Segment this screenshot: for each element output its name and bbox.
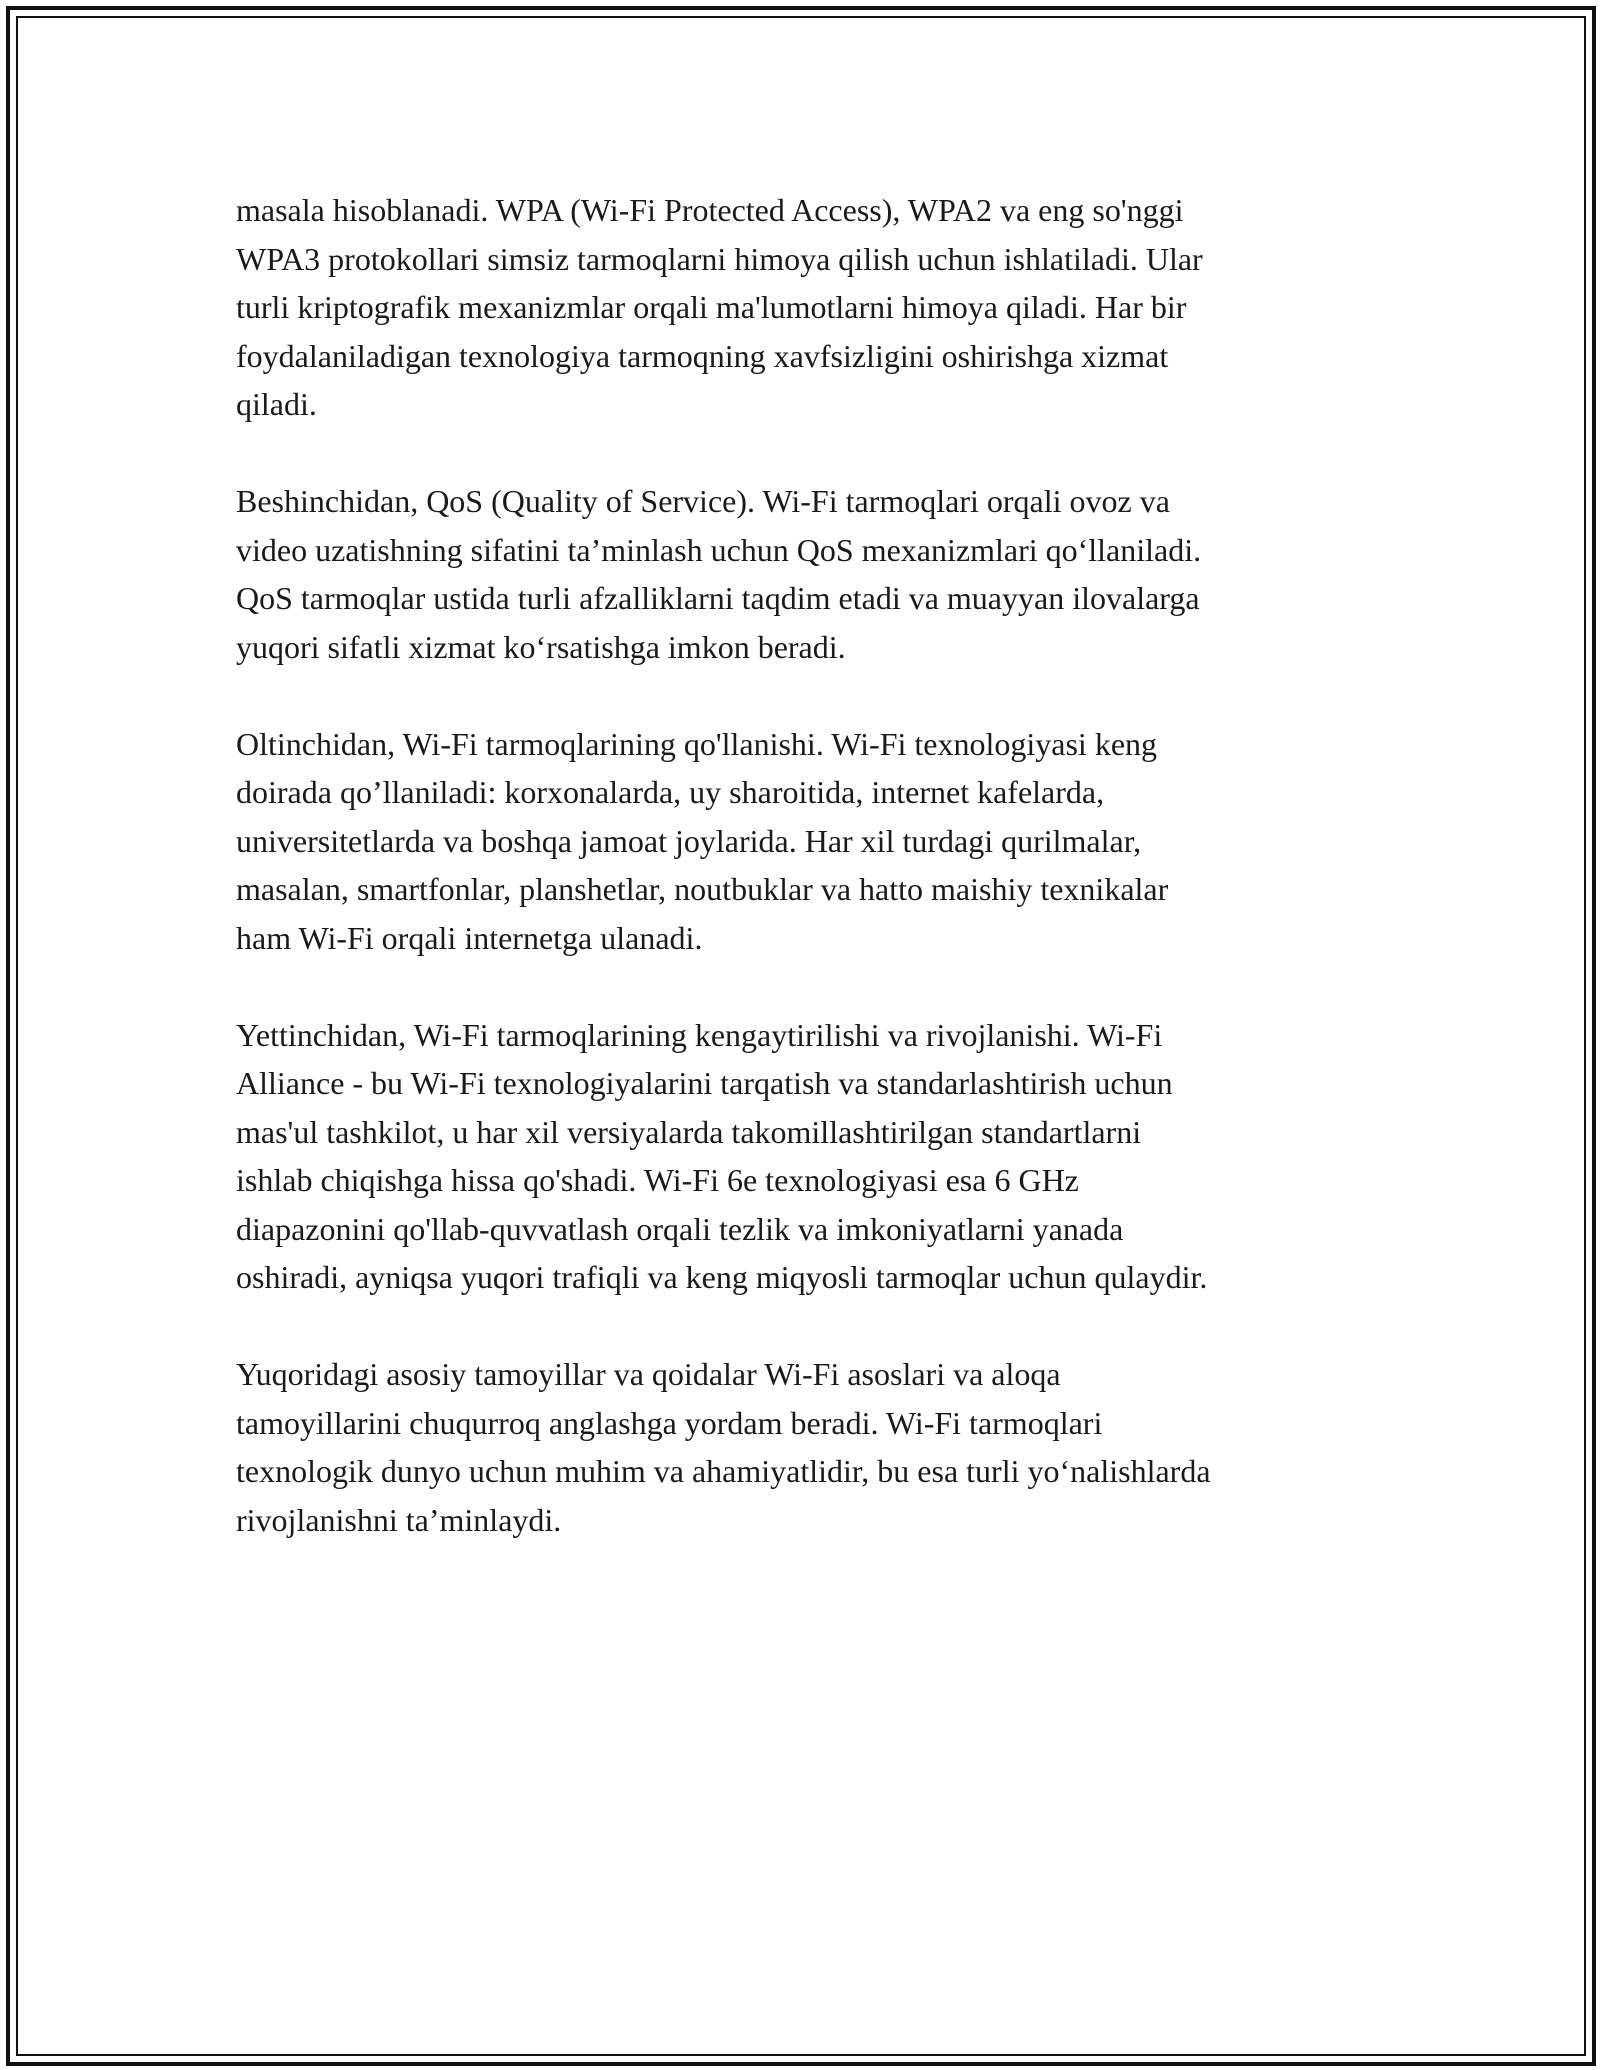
paragraph-wifi-usage: Oltinchidan, Wi-Fi tarmoqlarining qo'llanishi. Wi-Fi texnologiyasi keng doirada qo’llaniladi: korxonalarda, uy sharoitida, internet kafelarda, universitetlarda va boshqa jamoat joylarida. Har xil turdagi qurilmalar, masalan, smartfonlar, planshetlar, noutbuklar va hatto maishiy texnikalar ham Wi-Fi orqali internetga ulanadi. [236,725,1169,956]
document-body [236,186,1366,1544]
paragraph-wifi-development: Yettinchidan, Wi-Fi tarmoqlarining kengaytirilishi va rivojlanishi. Wi-Fi Alliance - bu Wi-Fi texnologiyalarini tarqatish va standarlashtirish uchun mas'ul tashkilot, u har xil versiyalarda takomillashtirilgan standartlarni ishlab chiqishga hissa qo'shadi. Wi-Fi 6e texnologiyasi esa 6 GHz diapazonini qo'llab-quvvatlash orqali tezlik va imkoniyatlarni yanada oshiradi, ayniqsa yuqori trafiqli va keng miqyosli tarmoqlar uchun qulaydir. [236,1016,1208,1295]
paragraph-conclusion: Yuqoridagi asosiy tamoyillar va qoidalar Wi-Fi asoslari va aloqa tamoyillarini chuqurroq anglashga yordam beradi. Wi-Fi tarmoqlari texnologik dunyo uchun muhim va ahamiyatlidir, bu esa turli yoʻnalishlarda rivojlanishni ta’minlaydi. [236,1356,1211,1538]
paragraph-qos: Beshinchidan, QoS (Quality of Service). Wi-Fi tarmoqlari orqali ovoz va video uzatishning sifatini ta’minlash uchun QoS mexanizmlari qoʻllaniladi. QoS tarmoqlar ustida turli afzalliklarni taqdim etadi va muayyan ilovalarga yuqori sifatli xizmat koʻrsatishga imkon beradi. [236,483,1202,665]
paragraph-security-protocols: masala hisoblanadi. WPA (Wi-Fi Protected Access), WPA2 va eng so'nggi WPA3 protokollari simsiz tarmoqlarni himoya qilish uchun ishlatiladi. Ular turli kriptografik mexanizmlar orqali ma'lumotlarni himoya qiladi. Har bir foydalaniladigan texnologiya tarmoqning xavfsizligini oshirishga xizmat qiladi. [236,192,1203,422]
